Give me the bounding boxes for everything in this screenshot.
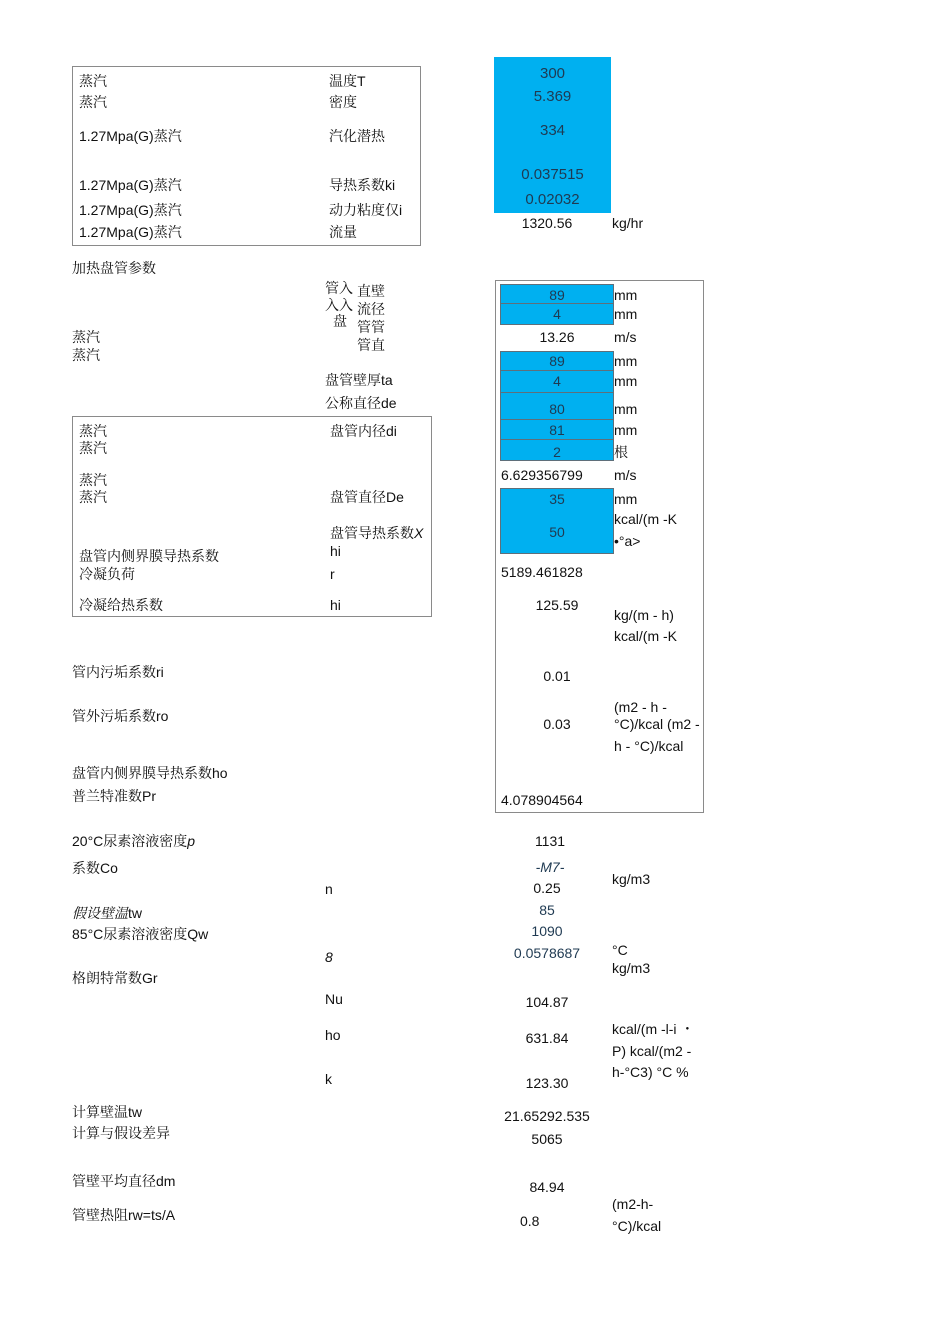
coil-value-12: 5189.461828 (501, 564, 583, 580)
steam-label-2: 蒸汽 (79, 94, 107, 110)
value-conductivity: 0.037515 (521, 166, 584, 183)
coil-value-1: 89 (549, 287, 565, 303)
coil-film-coefficient-label: 盘管内侧界膜导热系数 (79, 548, 219, 564)
prandtl-value: 4.078904564 (501, 792, 583, 808)
ho-unit-1: kcal/(m -l-i ・ (612, 1021, 695, 1037)
value-temperature: 300 (539, 65, 566, 82)
coil-unit-11a: kcal/(m -K (614, 511, 677, 527)
coil-unit-10: mm (614, 491, 638, 507)
coil-value-2: 4 (553, 306, 561, 322)
coil-unit-13a: kg/(m - h) (614, 607, 674, 623)
value-latent-heat: 334 (539, 122, 566, 139)
deg-unit: °C (612, 942, 628, 958)
coil-ho-label: 盘管内侧界膜导热系数ho (72, 765, 228, 781)
coil-value-6: 80 (549, 401, 565, 417)
coil-condensing-load-label: 冷凝负荷 (79, 566, 135, 582)
param-flow: 流量 (329, 224, 357, 240)
wall-resistance-label: 管壁热阻rw=ts/A (72, 1207, 176, 1223)
ho-label: ho (325, 1027, 341, 1043)
coil-value-5: 4 (553, 373, 561, 389)
coil-vert-a2: 入入 (325, 297, 353, 313)
co-value: -M7- (535, 859, 565, 875)
grashof-label: 格朗特常数Gr (72, 970, 158, 986)
fouling-inner-value: 0.01 (543, 668, 571, 684)
coil-r-label: r (330, 566, 335, 582)
coil-unit-9: m/s (614, 467, 637, 483)
assumed-wall-temp-label (72, 905, 142, 921)
param-density: 密度 (329, 94, 357, 110)
beta-value: 0.0578687 (513, 945, 581, 961)
coil-value-3: 13.26 (539, 329, 575, 345)
coil-value-9: 6.629356799 (501, 467, 583, 483)
coil-unit-3: m/s (614, 329, 637, 345)
beta-label: 8 (325, 949, 333, 965)
difference-value: 5065 (531, 1131, 563, 1147)
coil-value-11: 50 (549, 524, 565, 540)
coil-vert-a1: 管入 (325, 280, 353, 296)
mean-diameter-value: 84.94 (529, 1179, 565, 1195)
coil-hi-label-2: hi (330, 597, 341, 613)
coil-unit-7: mm (614, 422, 638, 438)
urea-density20-value: 1131 (534, 833, 566, 849)
urea-density20-label (72, 833, 195, 849)
n-label: n (325, 881, 333, 897)
prandtl-label: 普兰特准数Pr (72, 788, 156, 804)
difference-label: 计算与假设差异 (72, 1125, 170, 1141)
coil-vert-b2: 流径 (357, 301, 385, 317)
value-flow: 1320.56 (521, 215, 573, 231)
coil-side-label-1: 蒸汽 (72, 329, 100, 345)
coil-box-label-2: 蒸汽 (79, 440, 107, 456)
coil-unit-13b: kcal/(m -K (614, 628, 677, 644)
value-viscosity: 0.02032 (525, 191, 580, 208)
urea-density85-value: 1090 (531, 923, 563, 939)
coil-side-label-2: 蒸汽 (72, 347, 100, 363)
co-label: 系数Co (72, 860, 118, 876)
coil-box-label-3: 蒸汽 (79, 472, 107, 488)
wall-resistance-unit-1: (m2-h- (612, 1196, 654, 1212)
urea-density20-symbol: p (187, 833, 196, 849)
coil-wall-thickness-label: 盘管壁厚ta (325, 372, 393, 388)
coil-nominal-diameter-label: 公称直径de (325, 395, 397, 411)
ho-unit-2: P) kcal/(m2 - (612, 1043, 692, 1059)
coil-value-8: 2 (553, 444, 561, 460)
coil-unit-5: mm (614, 373, 638, 389)
param-latent-heat: 汽化潜热 (329, 128, 385, 144)
steam-label-1: 蒸汽 (79, 73, 107, 89)
coil-section-title: 加热盘管参数 (72, 260, 156, 276)
wall-resistance-unit-2: °C)/kcal (612, 1218, 662, 1234)
coil-unit-8: 根 (614, 444, 628, 460)
fouling-unit-1: (m2 - h - (614, 699, 667, 715)
coil-condensing-coefficient-label: 冷凝给热系数 (79, 597, 163, 613)
fouling-inner-label: 管内污垢系数ri (72, 664, 164, 680)
assumed-wall-temp-value: 85 (539, 902, 555, 918)
urea-density20-text: 20°C尿素溶液密度 (72, 833, 188, 849)
kgm3-unit-2: kg/m3 (612, 960, 651, 976)
fouling-unit-2: °C)/kcal (m2 - (614, 716, 700, 732)
coil-conductivity-label (330, 525, 423, 541)
nu-label: Nu (325, 991, 343, 1007)
coil-value-13: 125.59 (535, 597, 579, 613)
ho-unit-3: h-°C3) °C % (612, 1064, 689, 1080)
kgm3-unit-1: kg/m3 (612, 871, 651, 887)
urea-density85-label: 85°C尿素溶液密度Qw (72, 926, 209, 942)
coil-detail-frame (72, 416, 432, 617)
coil-box-label-1: 蒸汽 (79, 423, 107, 439)
param-conductivity: 导热系数ki (329, 177, 396, 193)
coil-unit-6: mm (614, 401, 638, 417)
coil-unit-4: mm (614, 353, 638, 369)
coil-unit-1: mm (614, 287, 638, 303)
coil-vert-b3: 管管 (357, 319, 385, 335)
k-label: k (325, 1071, 332, 1087)
fouling-outer-label: 管外污垢系数ro (72, 708, 169, 724)
steam-label-4: 1.27Mpa(G)蒸汽 (79, 177, 182, 193)
ho-value: 631.84 (525, 1030, 569, 1046)
coil-conductivity-symbol: X (414, 525, 424, 541)
unit-flow: kg/hr (612, 215, 644, 231)
coil-unit-2: mm (614, 306, 638, 322)
n-value: 0.25 (533, 880, 561, 896)
coil-hi-label-1: hi (330, 543, 341, 559)
coil-diameter-label: 盘管直径De (330, 489, 404, 505)
param-temperature: 温度T (329, 73, 366, 89)
coil-value-10: 35 (549, 491, 565, 507)
coil-vert-b1: 直壁 (357, 283, 385, 299)
fouling-unit-3: h - °C)/kcal (614, 738, 684, 754)
steam-properties-frame (72, 66, 421, 246)
coil-vert-b4: 管直 (357, 337, 385, 353)
coil-conductivity-text: 盘管导热系数 (330, 525, 414, 541)
k-value: 123.30 (525, 1075, 569, 1091)
coil-unit-11b: •°a> (614, 533, 641, 549)
param-viscosity: 动力粘度仅i (329, 202, 403, 218)
calc-wall-temp-label: 计算壁温tw (72, 1104, 142, 1120)
steam-label-3: 1.27Mpa(G)蒸汽 (79, 128, 182, 144)
assumed-wall-temp-text: 假设壁温 (72, 905, 128, 921)
coil-box-label-4: 蒸汽 (79, 489, 107, 505)
coil-value-7: 81 (549, 422, 565, 438)
nu-value: 104.87 (525, 994, 569, 1010)
assumed-wall-temp-symbol: tw (128, 905, 142, 921)
calc-wall-temp-value: 21.65292.535 (504, 1108, 590, 1124)
wall-resistance-value: 0.8 (520, 1213, 540, 1229)
steam-label-5: 1.27Mpa(G)蒸汽 (79, 202, 182, 218)
steam-label-6: 1.27Mpa(G)蒸汽 (79, 224, 182, 240)
fouling-outer-value: 0.03 (543, 716, 571, 732)
coil-vert-a3: 盘 (333, 313, 347, 329)
mean-diameter-label: 管壁平均直径dm (72, 1173, 176, 1189)
coil-inner-diameter-label: 盘管内径di (330, 423, 397, 439)
value-density: 5.369 (533, 88, 572, 105)
coil-value-4: 89 (549, 353, 565, 369)
